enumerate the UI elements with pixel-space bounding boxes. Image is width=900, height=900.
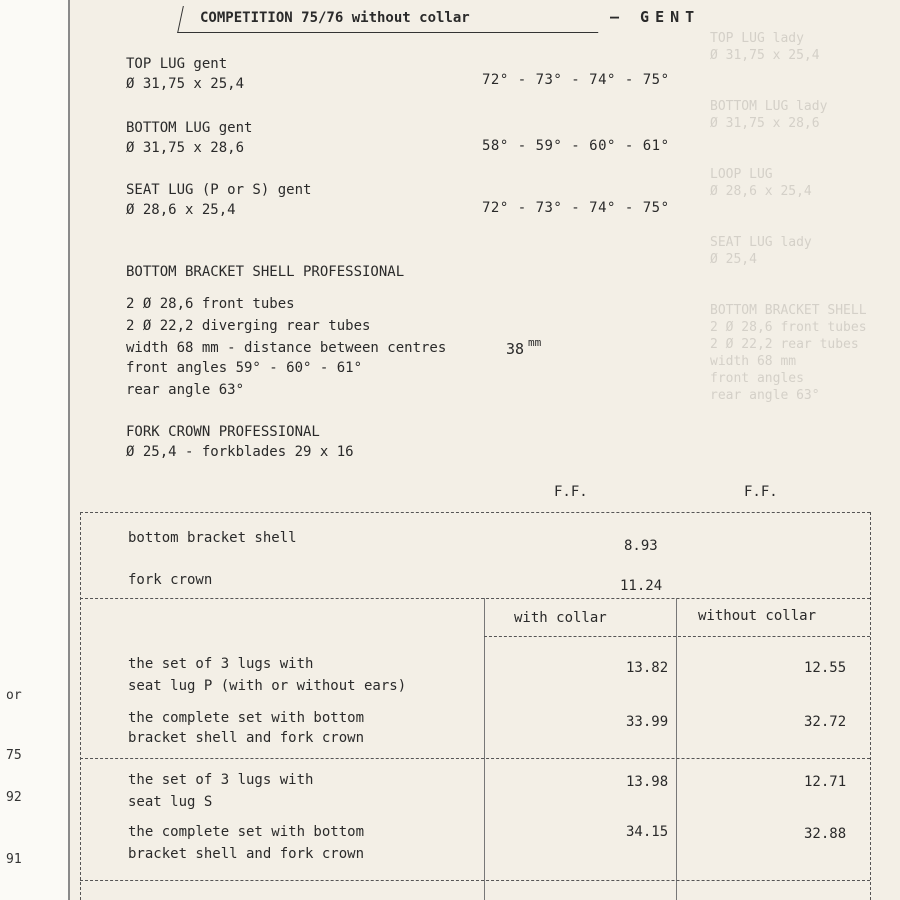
- price-without-collar: 12.71: [804, 774, 847, 790]
- bracket-line: 2 Ø 28,6 front tubes: [126, 296, 295, 312]
- bracket-title: BOTTOM BRACKET SHELL PROFESSIONAL: [126, 264, 405, 280]
- lug-size: Ø 31,75 x 25,4: [126, 76, 245, 92]
- table-rule: [80, 880, 870, 881]
- row-label: the complete set with bottom: [128, 710, 365, 726]
- fork-line: Ø 25,4 - forkblades 29 x 16: [126, 444, 354, 460]
- row-label: seat lug S: [128, 794, 213, 810]
- price-value: 8.93: [624, 538, 658, 554]
- bracket-line: front angles 59° - 60° - 61°: [126, 360, 363, 376]
- margin-number: 92: [6, 790, 22, 805]
- price-without-collar: 32.88: [804, 826, 847, 842]
- table-border: [80, 512, 81, 900]
- price-value: 11.24: [620, 578, 663, 594]
- row-label: bottom bracket shell: [128, 530, 297, 546]
- col-divider: [484, 598, 485, 900]
- document-page: [70, 0, 900, 900]
- table-rule: [484, 636, 870, 637]
- lug-name: BOTTOM LUG gent: [126, 120, 253, 136]
- lug-size: Ø 28,6 x 25,4: [126, 202, 236, 218]
- lug-name: TOP LUG gent: [126, 56, 228, 72]
- centres-value: 38: [506, 340, 525, 358]
- margin-number: 91: [6, 852, 22, 867]
- table-rule: [80, 598, 870, 599]
- price-with-collar: 13.98: [626, 774, 669, 790]
- lug-angles: 72° - 73° - 74° - 75°: [482, 200, 670, 216]
- subheader-without-collar: without collar: [698, 608, 817, 624]
- row-label: bracket shell and fork crown: [128, 846, 365, 862]
- subheader-with-collar: with collar: [514, 610, 607, 626]
- row-label: the set of 3 lugs with: [128, 656, 314, 672]
- fork-title: FORK CROWN PROFESSIONAL: [126, 424, 320, 440]
- lug-name: SEAT LUG (P or S) gent: [126, 182, 312, 198]
- price-with-collar: 33.99: [626, 714, 669, 730]
- lug-size: Ø 31,75 x 28,6: [126, 140, 245, 156]
- row-label: the complete set with bottom: [128, 824, 365, 840]
- bracket-line: width 68 mm - distance between centres: [126, 340, 447, 356]
- col-divider: [676, 598, 677, 900]
- lug-angles: 58° - 59° - 60° - 61°: [482, 138, 670, 154]
- left-margin: [0, 0, 70, 900]
- price-without-collar: 32.72: [804, 714, 847, 730]
- row-label: fork crown: [128, 572, 213, 588]
- header-title: COMPETITION 75/76 without collar: [200, 10, 470, 26]
- bracket-line: rear angle 63°: [126, 382, 245, 398]
- price-with-collar: 34.15: [626, 824, 669, 840]
- bracket-line: 2 Ø 22,2 diverging rear tubes: [126, 318, 371, 334]
- table-rule: [80, 758, 870, 759]
- row-label: seat lug P (with or without ears): [128, 678, 407, 694]
- price-with-collar: 13.82: [626, 660, 669, 676]
- row-label: the set of 3 lugs with: [128, 772, 314, 788]
- price-without-collar: 12.55: [804, 660, 847, 676]
- table-border: [870, 512, 871, 900]
- margin-number: or: [6, 688, 22, 703]
- header-gent: — GENT: [610, 8, 701, 26]
- centres-unit: mm: [528, 336, 542, 349]
- col-header-ff: F.F.: [554, 484, 588, 500]
- row-label: bracket shell and fork crown: [128, 730, 365, 746]
- table-rule: [80, 512, 870, 513]
- margin-number: 75: [6, 748, 22, 763]
- bleed-through: TOP LUG lady Ø 31,75 x 25,4 BOTTOM LUG lady Ø 31,75 x 28,6 LOOP LUG Ø 28,6 x 25,4 SEAT LUG lady Ø 25,4 BOTTOM BRACKET SHELL 2 Ø 28,6 front tubes 2 Ø 22,2 rear tubes width 68 mm front angles rear angle 63°: [710, 31, 867, 403]
- col-header-ff: F.F.: [744, 484, 778, 500]
- lug-angles: 72° - 73° - 74° - 75°: [482, 72, 670, 88]
